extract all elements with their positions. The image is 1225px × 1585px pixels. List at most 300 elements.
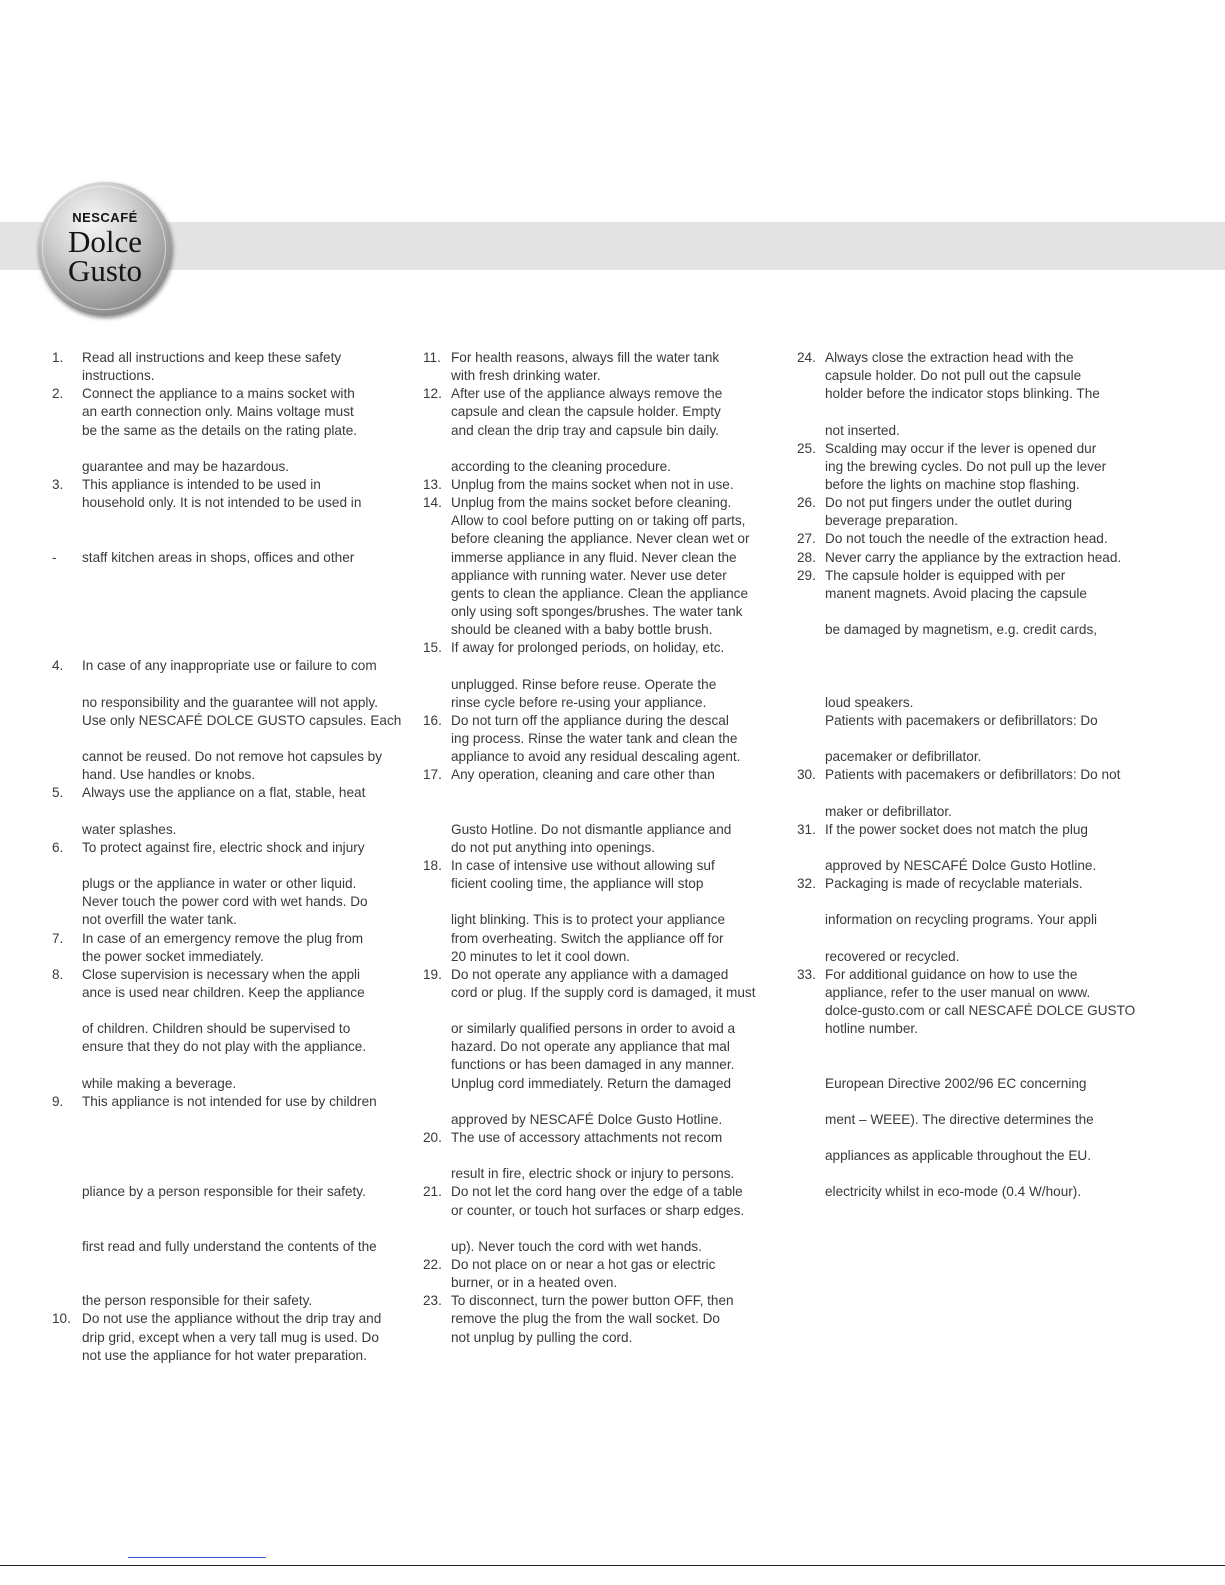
- text-line: [423, 458, 785, 476]
- item-text: Do not operate any appliance with a damaged: [451, 966, 729, 982]
- item-number: 17.: [423, 767, 442, 783]
- item-number: 2.: [52, 386, 64, 402]
- text-line: [423, 1111, 785, 1129]
- text-line: [423, 1220, 785, 1238]
- text-line: [797, 948, 1157, 966]
- item-text: To protect against fire, electric shock and injury: [82, 839, 365, 855]
- text-line: [797, 676, 1157, 694]
- text-line: [797, 984, 1157, 1002]
- text-line: [52, 930, 412, 948]
- text-line: [797, 875, 1157, 893]
- logo-brand: NESCAFÉ: [72, 210, 138, 225]
- item-text: holder before the indicator stops blinking. The: [825, 386, 1100, 402]
- text-line: [52, 639, 412, 657]
- item-text: appliance, refer to the user manual on www.: [825, 984, 1091, 1000]
- text-line: [797, 349, 1157, 367]
- text-line: [797, 911, 1157, 929]
- item-text: In case of intensive use without allowing suf: [451, 857, 715, 873]
- item-text: staff kitchen areas in shops, offices and other: [82, 549, 355, 565]
- text-line: [52, 1183, 412, 1201]
- safety-column-2: [423, 349, 785, 1347]
- item-text: appliances as applicable throughout the EU.: [825, 1148, 1092, 1164]
- text-line: [52, 1220, 412, 1238]
- text-line: [423, 730, 785, 748]
- item-number: 24.: [797, 350, 816, 365]
- item-text: information on recycling programs. Your appli: [825, 912, 1098, 928]
- text-line: [797, 1056, 1157, 1074]
- item-text: water splashes.: [82, 821, 177, 837]
- item-text: from overheating. Switch the appliance off for: [451, 930, 724, 946]
- text-line: [423, 803, 785, 821]
- item-text: In case of any inappropriate use or failure to com: [82, 658, 377, 674]
- item-number: 22.: [423, 1257, 442, 1273]
- text-line: [797, 712, 1157, 730]
- text-line: [52, 1202, 412, 1220]
- text-line: [423, 1310, 785, 1328]
- item-text: capsule and clean the capsule holder. Empty: [451, 404, 721, 420]
- item-number: 8.: [52, 966, 64, 982]
- text-line: [52, 966, 412, 984]
- text-line: [797, 530, 1157, 548]
- text-line: [52, 512, 412, 530]
- item-text: unplugged. Rinse before reuse. Operate the: [451, 676, 717, 692]
- text-line: [797, 1111, 1157, 1129]
- item-text: pliance by a person responsible for their safety.: [82, 1184, 366, 1200]
- item-number: 20.: [423, 1130, 442, 1146]
- item-text: with fresh drinking water.: [451, 368, 601, 384]
- item-text: gents to clean the appliance. Clean the appliance: [451, 585, 749, 601]
- text-line: [52, 657, 412, 675]
- text-line: [797, 1002, 1157, 1020]
- item-text: cord or plug. If the supply cord is damaged, it must: [451, 984, 756, 1000]
- text-line: [423, 422, 785, 440]
- item-text: not overfill the water tank.: [82, 912, 237, 928]
- item-number: 32.: [797, 876, 816, 892]
- item-text: Never touch the power cord with wet hands. Do: [82, 894, 368, 910]
- text-line: [423, 676, 785, 694]
- item-text: loud speakers.: [825, 694, 914, 710]
- item-text: do not put anything into openings.: [451, 839, 656, 855]
- text-line: [797, 930, 1157, 948]
- item-text: hazard. Do not operate any appliance that mal: [451, 1039, 730, 1055]
- item-text: Do not use the appliance without the drip tray and: [82, 1311, 382, 1327]
- text-line: [423, 385, 785, 403]
- text-line: [797, 494, 1157, 512]
- text-line: [423, 948, 785, 966]
- text-line: [423, 893, 785, 911]
- safety-column-1: [52, 349, 412, 1365]
- text-line: [423, 1147, 785, 1165]
- item-text: capsule holder. Do not pull out the capsule: [825, 368, 1082, 384]
- text-line: [797, 966, 1157, 984]
- text-line: [52, 821, 412, 839]
- text-line: [52, 730, 412, 748]
- text-line: [52, 585, 412, 603]
- text-line: [797, 476, 1157, 494]
- item-text: maker or defibrillator.: [825, 803, 952, 819]
- item-text: Use only NESCAFÉ DOLCE GUSTO capsules. Each: [82, 712, 402, 728]
- item-text: be the same as the details on the rating plate.: [82, 422, 358, 438]
- text-line: [797, 893, 1157, 911]
- text-line: [52, 839, 412, 857]
- item-text: immerse appliance in any fluid. Never clean the: [451, 549, 737, 565]
- item-text: according to the cleaning procedure.: [451, 458, 671, 474]
- text-line: [797, 1075, 1157, 1093]
- item-text: cannot be reused. Do not remove hot capsules by: [82, 749, 382, 765]
- text-line: [52, 549, 412, 567]
- text-line: [423, 1274, 785, 1292]
- item-text: of children. Children should be supervised to: [82, 1021, 351, 1037]
- text-line: [797, 857, 1157, 875]
- text-line: [52, 1329, 412, 1347]
- text-line: [52, 603, 412, 621]
- text-line: [52, 875, 412, 893]
- item-text: not use the appliance for hot water preparation.: [82, 1347, 367, 1363]
- item-text: appliance to avoid any residual descaling agent.: [451, 749, 741, 765]
- header-band: [0, 222, 1225, 270]
- item-number: 1.: [52, 350, 64, 365]
- item-text: before cleaning the appliance. Never clean wet or: [451, 531, 750, 547]
- item-text: approved by NESCAFÉ Dolce Gusto Hotline.: [825, 857, 1097, 873]
- item-number: 30.: [797, 767, 816, 783]
- item-text: functions or has been damaged in any manner.: [451, 1057, 735, 1073]
- item-text: Connect the appliance to a mains socket with: [82, 386, 355, 402]
- item-text: drip grid, except when a very tall mug is used. Do: [82, 1329, 379, 1345]
- text-line: [423, 1020, 785, 1038]
- item-text: hand. Use handles or knobs.: [82, 767, 256, 783]
- text-line: [797, 1165, 1157, 1183]
- text-line: [423, 1093, 785, 1111]
- text-line: [797, 694, 1157, 712]
- item-number: 14.: [423, 495, 442, 511]
- item-text: ing process. Rinse the water tank and clean the: [451, 730, 738, 746]
- footer-link-underline: [128, 1557, 266, 1558]
- item-text: If the power socket does not match the plug: [825, 821, 1088, 837]
- item-text: For additional guidance on how to use the: [825, 966, 1078, 982]
- item-text: After use of the appliance always remove the: [451, 386, 723, 402]
- text-line: [797, 766, 1157, 784]
- text-line: [423, 1056, 785, 1074]
- item-number: 18.: [423, 857, 442, 873]
- item-number: 16.: [423, 712, 442, 728]
- item-number: 31.: [797, 821, 816, 837]
- item-text: electricity whilst in eco-mode (0.4 W/hour).: [825, 1184, 1082, 1200]
- text-line: [797, 385, 1157, 403]
- text-line: [52, 1310, 412, 1328]
- item-text: light blinking. This is to protect your appliance: [451, 912, 726, 928]
- item-text: only using soft sponges/brushes. The water tank: [451, 603, 743, 619]
- text-line: [423, 1183, 785, 1201]
- item-number: 9.: [52, 1093, 64, 1109]
- item-number: 15.: [423, 640, 442, 656]
- item-text: guarantee and may be hazardous.: [82, 458, 290, 474]
- text-line: [797, 657, 1157, 675]
- text-line: [797, 603, 1157, 621]
- item-text: Do not turn off the appliance during the descal: [451, 712, 729, 728]
- text-line: [52, 1274, 412, 1292]
- text-line: [423, 585, 785, 603]
- text-line: [52, 893, 412, 911]
- text-line: [423, 930, 785, 948]
- text-line: [797, 1093, 1157, 1111]
- item-text: Do not touch the needle of the extraction head.: [825, 531, 1108, 547]
- text-line: [797, 803, 1157, 821]
- item-number: 25.: [797, 440, 816, 456]
- item-text: Gusto Hotline. Do not dismantle appliance and: [451, 821, 732, 837]
- item-number: 11.: [423, 350, 441, 365]
- item-number: 13.: [423, 476, 442, 492]
- nescafe-dolce-gusto-logo: [38, 182, 172, 316]
- text-line: [52, 349, 412, 367]
- item-text: an earth connection only. Mains voltage must: [82, 404, 354, 420]
- item-text: Never carry the appliance by the extraction head.: [825, 549, 1122, 565]
- text-line: [423, 712, 785, 730]
- text-line: [423, 494, 785, 512]
- item-text: Unplug from the mains socket when not in use.: [451, 476, 734, 492]
- text-line: [52, 1075, 412, 1093]
- item-text: should be cleaned with a baby bottle brush.: [451, 622, 713, 638]
- text-line: [52, 494, 412, 512]
- item-text: plugs or the appliance in water or other liquid.: [82, 876, 357, 892]
- item-text: dolce-gusto.com or call NESCAFÉ DOLCE GUSTO: [825, 1003, 1136, 1019]
- item-text: beverage preparation.: [825, 513, 959, 529]
- text-line: [423, 984, 785, 1002]
- text-line: [423, 839, 785, 857]
- text-line: [52, 385, 412, 403]
- item-number: 19.: [423, 966, 442, 982]
- item-text: burner, or in a heated oven.: [451, 1275, 618, 1291]
- item-number: 4.: [52, 658, 64, 674]
- text-line: [423, 766, 785, 784]
- text-line: [52, 1292, 412, 1310]
- text-line: [52, 530, 412, 548]
- text-line: [423, 966, 785, 984]
- text-line: [423, 748, 785, 766]
- text-line: [423, 1002, 785, 1020]
- text-line: [52, 367, 412, 385]
- item-number: 7.: [52, 930, 64, 946]
- item-text: Allow to cool before putting on or taking off parts,: [451, 513, 746, 529]
- text-line: [52, 1347, 412, 1365]
- logo-line-2: Gusto: [67, 253, 143, 288]
- text-line: [52, 694, 412, 712]
- text-line: [52, 1147, 412, 1165]
- item-text: instructions.: [82, 368, 155, 384]
- item-text: If away for prolonged periods, on holiday, etc.: [451, 640, 725, 656]
- text-line: [423, 567, 785, 585]
- text-line: [423, 476, 785, 494]
- text-line: [52, 1093, 412, 1111]
- safety-column-3: [797, 349, 1157, 1202]
- text-line: [423, 784, 785, 802]
- text-line: [423, 639, 785, 657]
- text-line: [52, 766, 412, 784]
- item-text: household only. It is not intended to be used in: [82, 495, 362, 511]
- text-line: [797, 784, 1157, 802]
- text-line: [797, 440, 1157, 458]
- item-text: be damaged by magnetism, e.g. credit cards,: [825, 622, 1098, 638]
- item-text: first read and fully understand the contents of the: [82, 1238, 377, 1254]
- item-text: ficient cooling time, the appliance will stop: [451, 876, 704, 892]
- text-line: [797, 621, 1157, 639]
- item-number: 28.: [797, 549, 816, 565]
- text-line: [52, 948, 412, 966]
- item-text: Patients with pacemakers or defibrillators: Do not: [825, 767, 1121, 783]
- text-line: [423, 621, 785, 639]
- item-text: The use of accessory attachments not recom: [451, 1130, 723, 1146]
- text-line: [52, 712, 412, 730]
- text-line: [423, 1256, 785, 1274]
- text-line: [423, 1075, 785, 1093]
- text-line: [52, 803, 412, 821]
- item-text: appliance with running water. Never use deter: [451, 567, 727, 583]
- item-number: 10.: [52, 1311, 71, 1327]
- text-line: [52, 1238, 412, 1256]
- item-text: approved by NESCAFÉ Dolce Gusto Hotline.: [451, 1111, 723, 1127]
- item-text: This appliance is not intended for use by children: [82, 1093, 377, 1109]
- text-line: [797, 1183, 1157, 1201]
- item-text: result in fire, electric shock or injury to persons.: [451, 1166, 735, 1182]
- item-text: while making a beverage.: [82, 1075, 237, 1091]
- item-text: hotline number.: [825, 1021, 918, 1037]
- item-text: Do not put fingers under the outlet during: [825, 495, 1073, 511]
- item-text: For health reasons, always fill the water tank: [451, 350, 720, 365]
- text-line: [423, 403, 785, 421]
- text-line: [797, 458, 1157, 476]
- text-line: [52, 422, 412, 440]
- text-line: [52, 1111, 412, 1129]
- text-line: [797, 367, 1157, 385]
- item-text: Do not let the cord hang over the edge of a table: [451, 1184, 743, 1200]
- item-text: Do not place on or near a hot gas or electric: [451, 1257, 716, 1273]
- item-text: not unplug by pulling the cord.: [451, 1329, 633, 1345]
- item-text: or similarly qualified persons in order to avoid a: [451, 1021, 736, 1037]
- text-line: [423, 1238, 785, 1256]
- text-line: [52, 857, 412, 875]
- text-line: [423, 821, 785, 839]
- item-text: the power socket immediately.: [82, 948, 264, 964]
- text-line: [52, 911, 412, 929]
- item-text: and clean the drip tray and capsule bin daily.: [451, 422, 720, 438]
- item-text: the person responsible for their safety.: [82, 1293, 313, 1309]
- item-text: Always use the appliance on a flat, stable, heat: [82, 785, 366, 801]
- item-text: Read all instructions and keep these safety: [82, 350, 342, 365]
- item-number: 3.: [52, 476, 64, 492]
- item-text: Always close the extraction head with the: [825, 350, 1074, 365]
- text-line: [423, 911, 785, 929]
- text-line: [797, 567, 1157, 585]
- item-text: The capsule holder is equipped with per: [825, 567, 1066, 583]
- text-line: [423, 367, 785, 385]
- text-line: [423, 530, 785, 548]
- text-line: [52, 1129, 412, 1147]
- text-line: [797, 422, 1157, 440]
- text-line: [52, 567, 412, 585]
- item-text: rinse cycle before re-using your appliance.: [451, 694, 707, 710]
- item-number: 21.: [423, 1184, 442, 1200]
- text-line: [423, 1329, 785, 1347]
- text-line: [52, 676, 412, 694]
- text-line: [797, 1020, 1157, 1038]
- item-number: 33.: [797, 966, 816, 982]
- text-line: [797, 403, 1157, 421]
- text-line: [423, 657, 785, 675]
- text-line: [52, 1056, 412, 1074]
- item-text: before the lights on machine stop flashing.: [825, 476, 1080, 492]
- text-line: [52, 984, 412, 1002]
- item-number: 29.: [797, 567, 816, 583]
- item-number: 6.: [52, 839, 64, 855]
- item-text: European Directive 2002/96 EC concerning: [825, 1075, 1087, 1091]
- item-number: 23.: [423, 1293, 442, 1309]
- text-line: [797, 549, 1157, 567]
- text-line: [423, 603, 785, 621]
- text-line: [52, 1020, 412, 1038]
- text-line: [52, 403, 412, 421]
- item-text: Any operation, cleaning and care other than: [451, 767, 715, 783]
- text-line: [797, 821, 1157, 839]
- text-line: [52, 440, 412, 458]
- text-line: [423, 694, 785, 712]
- text-line: [797, 639, 1157, 657]
- text-line: [52, 1165, 412, 1183]
- item-text: Scalding may occur if the lever is opened dur: [825, 440, 1097, 456]
- text-line: [797, 585, 1157, 603]
- item-text: Patients with pacemakers or defibrillators: Do: [825, 712, 1098, 728]
- text-line: [797, 1147, 1157, 1165]
- item-text: ensure that they do not play with the appliance.: [82, 1039, 367, 1055]
- logo-line-1: Dolce: [67, 224, 143, 259]
- text-line: [52, 1038, 412, 1056]
- item-text: remove the plug the from the wall socket. Do: [451, 1311, 720, 1327]
- text-line: [423, 1038, 785, 1056]
- text-line: [52, 748, 412, 766]
- text-line: [52, 1002, 412, 1020]
- text-line: [797, 839, 1157, 857]
- text-line: [423, 1129, 785, 1147]
- item-text: Unplug from the mains socket before cleaning.: [451, 495, 732, 511]
- text-line: [52, 621, 412, 639]
- text-line: [797, 1038, 1157, 1056]
- item-number: 5.: [52, 785, 64, 801]
- text-line: [797, 730, 1157, 748]
- text-line: [797, 1129, 1157, 1147]
- item-text: ing the brewing cycles. Do not pull up the lever: [825, 458, 1107, 474]
- item-number: 26.: [797, 495, 816, 511]
- item-text: To disconnect, turn the power button OFF, then: [451, 1293, 734, 1309]
- text-line: [423, 512, 785, 530]
- text-line: [52, 476, 412, 494]
- text-line: [52, 784, 412, 802]
- text-line: [423, 875, 785, 893]
- item-text: not inserted.: [825, 422, 900, 438]
- text-line: [423, 1292, 785, 1310]
- text-line: [797, 512, 1157, 530]
- item-number: 27.: [797, 531, 816, 547]
- item-number: 12.: [423, 386, 442, 402]
- text-line: [423, 549, 785, 567]
- item-text: Close supervision is necessary when the appli: [82, 966, 361, 982]
- text-line: [52, 1256, 412, 1274]
- item-text: no responsibility and the guarantee will not apply.: [82, 694, 378, 710]
- text-line: [423, 349, 785, 367]
- text-line: [423, 440, 785, 458]
- item-text: or counter, or touch hot surfaces or sharp edges.: [451, 1202, 745, 1218]
- item-text: ance is used near children. Keep the appliance: [82, 984, 365, 1000]
- item-text: ment – WEEE). The directive determines the: [825, 1111, 1094, 1127]
- item-text: In case of an emergency remove the plug from: [82, 930, 364, 946]
- item-text: pacemaker or defibrillator.: [825, 749, 982, 765]
